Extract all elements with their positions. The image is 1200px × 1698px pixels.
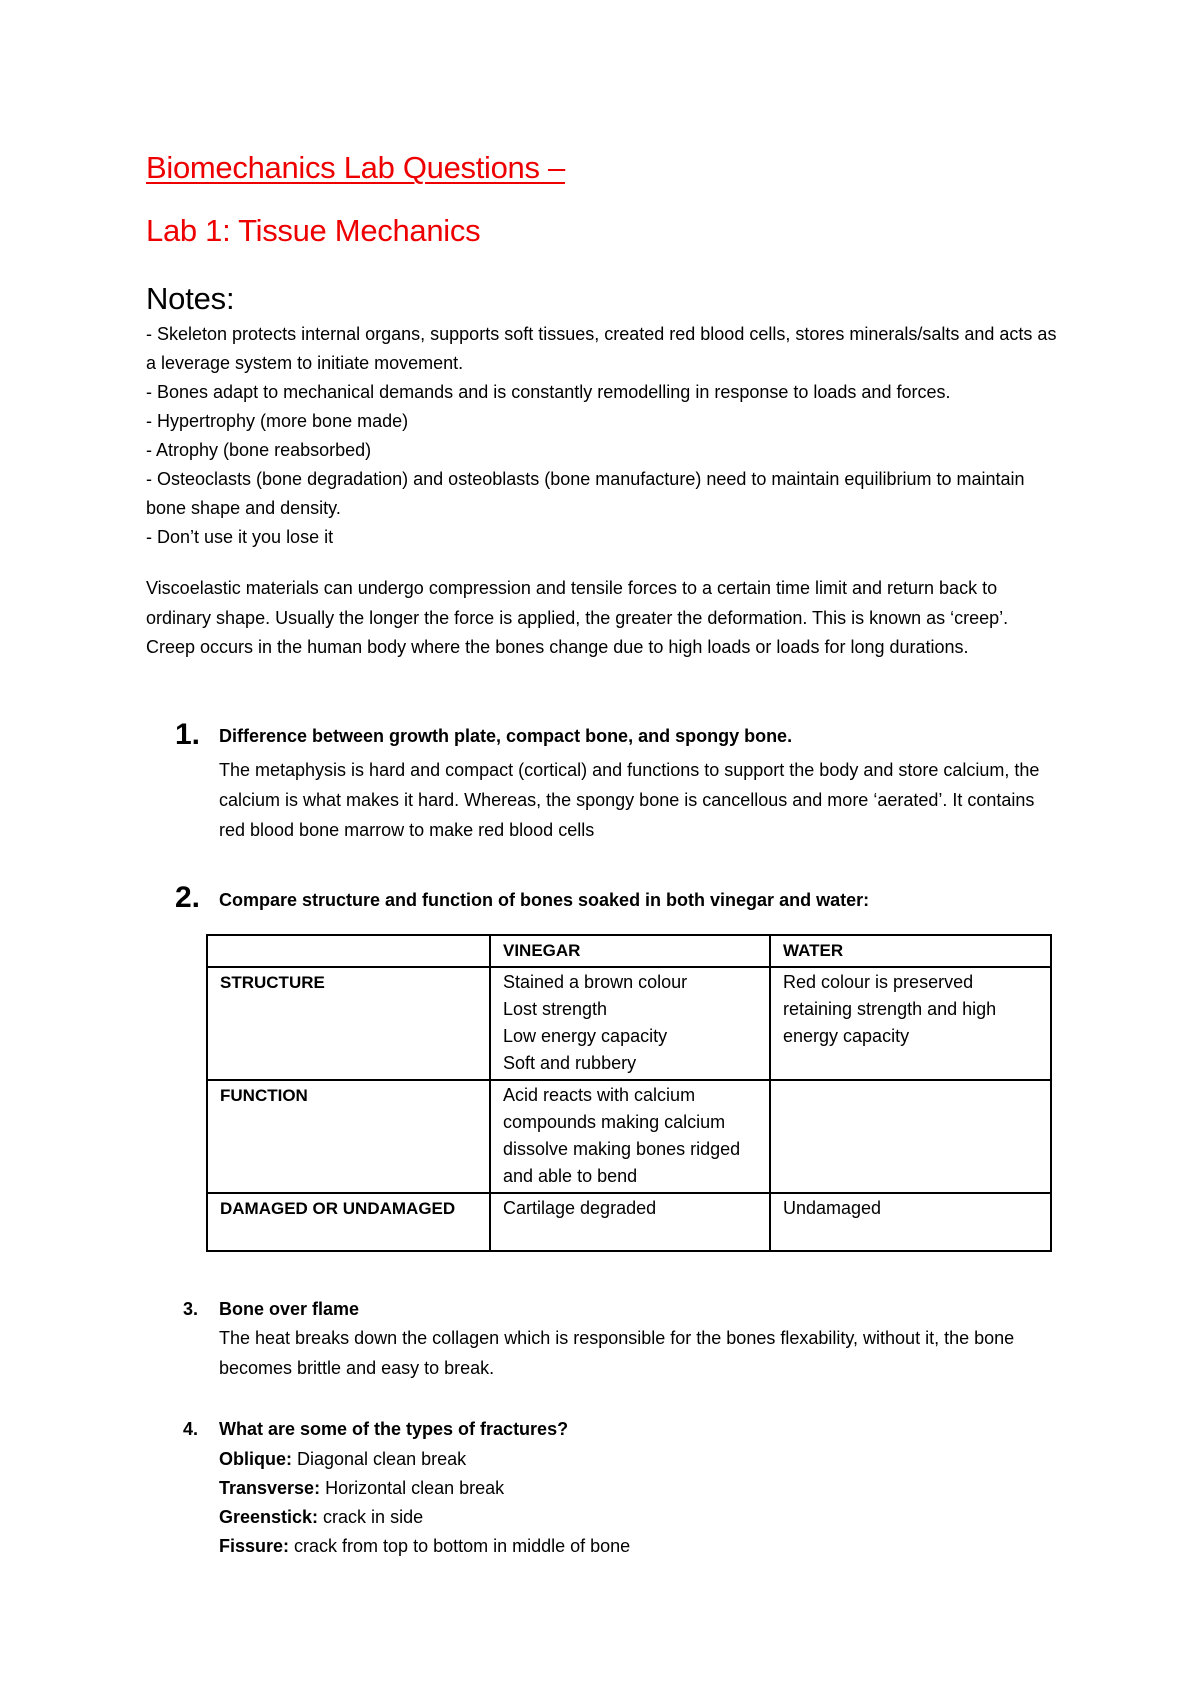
question-number: 4. [183, 1419, 199, 1439]
question-number: 1. [175, 718, 201, 751]
fracture-type: Transverse: [219, 1478, 321, 1498]
fracture-description: crack from top to bottom in middle of bone [289, 1536, 631, 1556]
notes-item: - Skeleton protects internal organs, supports soft tissues, created red blood cells, stores minerals/salts and acts as a leverage system to initiate movement. [146, 324, 1057, 373]
table-header-row [207, 935, 1051, 967]
water-cell: Undamaged [770, 1193, 1051, 1251]
fracture-description: Horizontal clean break [320, 1478, 505, 1498]
cell-line: Stained a brown colour [503, 972, 688, 992]
question-title: Difference between growth plate, compact bone, and spongy bone. [219, 726, 793, 746]
fracture-item [219, 1474, 630, 1503]
fracture-item [219, 1532, 630, 1561]
fracture-description: crack in side [318, 1507, 424, 1527]
fracture-type: Oblique: [219, 1449, 292, 1469]
document-title: Biomechanics Lab Questions – [146, 150, 565, 185]
question-answer: The heat breaks down the collagen which is responsible for the bones flexability, without it, the bone becomes brittle and easy to break. [219, 1328, 1015, 1378]
table-row [207, 967, 1051, 1080]
question-number: 2. [175, 881, 201, 914]
table-row [207, 1080, 1051, 1193]
vinegar-cell [490, 1193, 770, 1251]
fracture-type: Greenstick: [219, 1507, 319, 1527]
viscoelastic-paragraph: Viscoelastic materials can undergo compression and tensile forces to a certain time limit and return back to ordinary shape. Usually the longer the force is applied, the greater the deformation. This is known as ‘creep’. Creep occurs in the human body where the bones change due to high loads or loads for long durations. [146, 578, 1009, 657]
notes-item: - Bones adapt to mechanical demands and is constantly remodelling in response to loads and forces. [146, 382, 951, 402]
vinegar-cell [490, 967, 770, 1080]
notes-item: - Don’t use it you lose it [146, 527, 334, 547]
fracture-item [219, 1503, 630, 1532]
lab-title: Lab 1: Tissue Mechanics [146, 213, 481, 248]
question-title: What are some of the types of fractures? [219, 1419, 569, 1439]
notes-item: - Atrophy (bone reabsorbed) [146, 440, 372, 460]
vinegar-cell [490, 1080, 770, 1193]
fracture-list [219, 1445, 630, 1561]
notes-item: - Osteoclasts (bone degradation) and osteoblasts (bone manufacture) need to maintain equilibrium to maintain bone shape and density. [146, 469, 1025, 518]
fracture-item [219, 1445, 630, 1474]
water-cell [770, 1080, 1051, 1193]
notes-item: - Hypertrophy (more bone made) [146, 411, 409, 431]
row-label: FUNCTION [207, 1080, 490, 1193]
question-number: 3. [183, 1299, 199, 1319]
fracture-type: Fissure: [219, 1536, 290, 1556]
question-answer: The metaphysis is hard and compact (cortical) and functions to support the body and store calcium, the calcium is what makes it hard. Whereas, the spongy bone is cancellous and more ‘aerated’. It contains red blood bone marrow to make red blood cells [219, 760, 1040, 840]
table-header-cell: VINEGAR [490, 935, 770, 967]
table-header-cell: WATER [770, 935, 1051, 967]
fracture-description: Diagonal clean break [292, 1449, 467, 1469]
notes-heading: Notes: [146, 281, 235, 316]
comparison-table [206, 934, 1052, 1252]
row-label: DAMAGED OR UNDAMAGED [207, 1193, 490, 1251]
cell-line: Soft and rubbery [503, 1053, 637, 1073]
cell-line: Low energy capacity [503, 1026, 668, 1046]
cell-line: Acid reacts with calcium compounds making calcium dissolve making bones ridged and able to bend [503, 1085, 741, 1186]
notes-list [146, 320, 1066, 552]
table-header-cell [207, 935, 490, 967]
table-row [207, 1193, 1051, 1251]
cell-line: Cartilage degraded [503, 1198, 657, 1218]
question-title: Bone over flame [219, 1299, 360, 1319]
question-title: Compare structure and function of bones soaked in both vinegar and water: [219, 890, 870, 910]
water-cell: Red colour is preserved retaining strength and high energy capacity [770, 967, 1051, 1080]
cell-line: Lost strength [503, 999, 608, 1019]
row-label: STRUCTURE [207, 967, 490, 1080]
